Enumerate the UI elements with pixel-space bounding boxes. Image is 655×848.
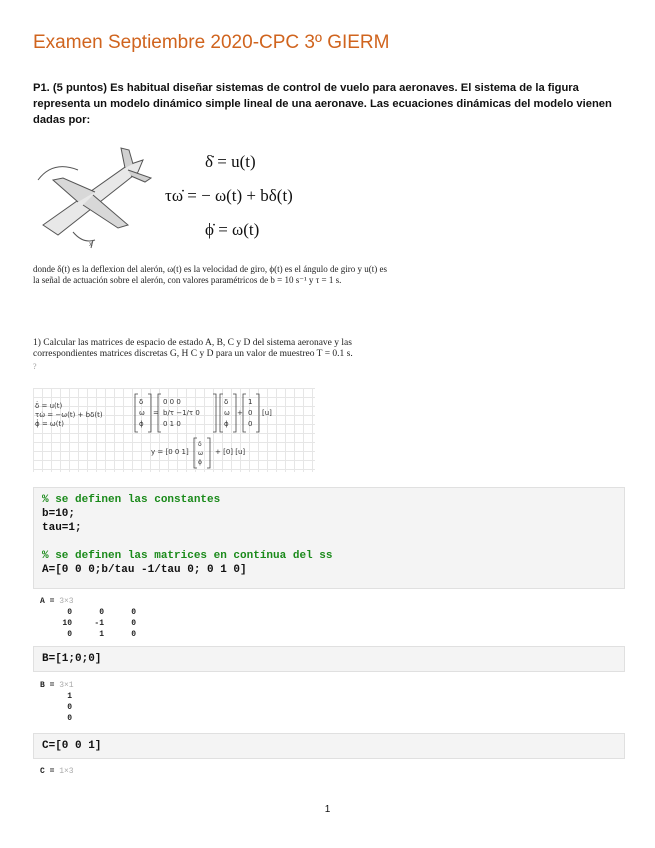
handwritten-solution: [33, 388, 315, 472]
code-block-constants[interactable]: [33, 487, 625, 589]
aircraft-illustration: [33, 140, 163, 250]
code-line: b=10;: [42, 508, 76, 520]
svg-text:+: +: [237, 409, 243, 417]
output-label: B =: [40, 681, 60, 690]
hand-state-3: ϕ: [139, 420, 144, 428]
problem-statement: P1. (5 puntos) Es habitual diseñar sistemas de control de vuelo para aeronaves. El sistema de la figura representa un modelo dinámico simple lineal de una aeronave. Las ecuaciones dinámicas del modelo vienen dadas por:: [33, 82, 612, 126]
svg-text:ϕ: ϕ: [198, 459, 202, 466]
hand-a-row-1: 0 0 0: [163, 398, 181, 406]
matrix-row: 0 0 0: [67, 608, 136, 617]
question-1: 1) Calcular las matrices de espacio de estado A, B, C y D del sistema aeronave y las correspondientes matrices discretas G, H C y D para un valor de muestreo T = 0.1 s.: [33, 338, 353, 359]
svg-text:δ: δ: [224, 398, 229, 406]
hand-state-1: δ: [139, 398, 144, 406]
code-line: A=[0 0 0;b/tau -1/tau 0; 0 1 0]: [42, 564, 247, 576]
output-label: C =: [40, 767, 60, 776]
equation-2: τω̇ = − ω(t) + bδ(t): [165, 186, 293, 205]
output-dims: 1×3: [59, 767, 74, 776]
hand-b-3: 0: [248, 420, 253, 428]
code-line: tau=1;: [42, 522, 82, 534]
matrix-row: 10 -1 0: [62, 619, 136, 628]
hand-line-2: τω̇ = −ω(t) + bδ(t): [35, 411, 103, 419]
hand-b-1: 1: [248, 398, 253, 406]
code-block-b[interactable]: [33, 646, 625, 672]
hand-state-2: ω: [139, 409, 145, 417]
code-line: C=[0 0 1]: [42, 740, 102, 752]
equation-3: ϕ̇ = ω(t): [205, 220, 260, 239]
svg-text:δ: δ: [198, 441, 202, 448]
hand-u: [u]: [262, 409, 272, 417]
page-number: 1: [324, 804, 331, 815]
output-a: [40, 596, 136, 640]
hand-a-row-2: b/τ −1/τ 0: [163, 409, 200, 417]
output-dims: 3×1: [59, 681, 74, 690]
output-b: B = 3×1 1 0 0: [40, 681, 74, 723]
output-label: A =: [40, 597, 60, 606]
svg-text:=: =: [153, 409, 159, 417]
hand-output-tail: + [0] [u]: [215, 448, 246, 456]
hand-line-1: δ̇ = u(t): [35, 402, 63, 410]
code-line: B=[1;0;0]: [42, 653, 102, 665]
hand-output-eq: y = [0 0 1]: [151, 448, 189, 456]
svg-text:ω: ω: [198, 450, 204, 457]
code-line: % se definen las constantes: [42, 494, 221, 506]
variable-description: donde δ(t) es la deflexion del alerón, ω(t) es la velocidad de giro, ϕ(t) es el ángulo de giro y u(t) es la señal de actuación sobre el alerón, con valores paramétricos de b = 10 s⁻¹ y τ = 1 s.: [33, 264, 388, 285]
hand-a-row-3: 0 1 0: [163, 420, 181, 428]
hand-line-3: ϕ̇ = ω(t): [35, 420, 65, 428]
svg-text:ω: ω: [224, 409, 230, 417]
output-c: [40, 766, 74, 777]
equation-1: δ̇ = u(t): [205, 152, 256, 171]
code-line: % se definen las matrices en contínua del ss: [42, 550, 333, 562]
output-dims: 3×3: [59, 597, 74, 606]
svg-text:ϕ: ϕ: [224, 420, 229, 428]
handwritten-matrices: [33, 388, 315, 472]
code-block-c[interactable]: [33, 733, 625, 759]
question-mark: ?: [33, 362, 37, 371]
page-title: Examen Septiembre 2020-CPC 3º GIERM: [33, 32, 390, 53]
code-line: [42, 535, 616, 549]
matrix-row: 0 1 0: [67, 630, 136, 639]
hand-b-2: 0: [248, 409, 253, 417]
svg-text:x: x: [89, 241, 93, 248]
